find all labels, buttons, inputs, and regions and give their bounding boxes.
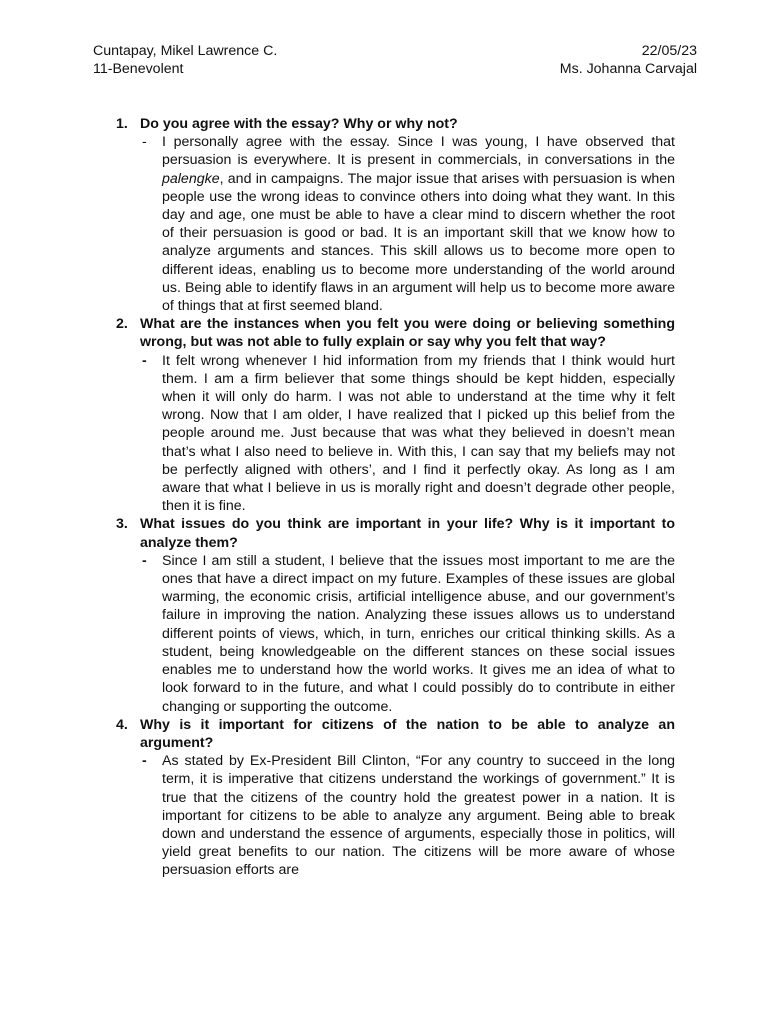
- question-text: What issues do you think are important in your life? Why is it important to analyze them?: [140, 516, 675, 551]
- answer-3: [140, 552, 675, 716]
- date: 22/05/23: [641, 43, 697, 59]
- question-4: [116, 716, 675, 752]
- answer-text: As stated by Ex-President Bill Clinton, “For any country to succeed in the long term, it is imperative that citizens understand the workings of government.” It is true that the citizens of the country hold the greatest power in a nation. It is important for citizens to be able to analyze any argument. Being able to break down and understand the essence of arguments, especially those in politics, will yield great benefits to our nation. The citizens will be more aware of whose persuasion efforts are: [162, 753, 675, 879]
- question-number: 2.: [116, 316, 128, 333]
- question-1: [116, 115, 675, 133]
- answer-text-part: , and in campaigns. The major issue that arises with persuasion is when people use the wrong ideas to convince others into doing what they want. In this day and age, one must be able to have a clear mind to discern whether the root of their persuasion is good or bad. It is an important skill that we know how to analyze arguments and stances. This skill allows us to become more open to different ideas, enabling us to become more understanding of the world around us. Being able to identify flaws in an argument will help us to become more aware of things that at first seemed bland.: [162, 170, 675, 315]
- student-name: Cuntapay, Mikel Lawrence C.: [93, 43, 278, 59]
- header-row-2: [93, 60, 697, 78]
- question-number: 1.: [116, 116, 128, 132]
- answer-italic-word: palengke: [162, 170, 220, 187]
- question-number: 3.: [116, 516, 128, 533]
- answer-bullet: -: [142, 552, 147, 569]
- question-list: [116, 115, 675, 880]
- answer-bullet: -: [142, 134, 147, 151]
- answer-bullet: -: [142, 753, 147, 770]
- answer-1: [140, 133, 675, 315]
- teacher-name: Ms. Johanna Carvajal: [559, 61, 697, 77]
- question-2: [116, 315, 675, 351]
- header-row-1: [93, 42, 697, 60]
- answer-bullet: -: [142, 352, 147, 369]
- answer-text: Since I am still a student, I believe that the issues most important to me are the ones that have a direct impact on my future. Examples of these issues are global warming, the economic crisis, artificial intelligence abuse, and our government’s failure in improving the nation. Analyzing these issues allows us to understand different points of views, which, in turn, enriches our critical thinking skills. As a student, being knowledgeable on the different stances on these social issues enables me to understand how the world works. It gives me an idea of what to look forward to in the future, and what I could possibly do to contribute in either changing or supporting the outcome.: [162, 552, 675, 715]
- question-3: [116, 515, 675, 551]
- question-number: 4.: [116, 716, 128, 733]
- answer-2: [140, 352, 675, 516]
- section-name: 11-Benevolent: [93, 61, 184, 77]
- question-text: Do you agree with the essay? Why or why not?: [140, 116, 458, 132]
- answer-text-part: I personally agree with the essay. Since I was young, I have observed that persuasion is everywhere. It is present in commercials, in conversations in the: [162, 134, 675, 169]
- answer-text: [162, 133, 675, 315]
- answer-4: [140, 752, 675, 879]
- question-text: Why is it important for citizens of the nation to be able to analyze an argument?: [140, 716, 675, 751]
- question-text: What are the instances when you felt you were doing or believing something wrong, but was not able to fully explain or say why you felt that way?: [140, 316, 675, 351]
- answer-text: It felt wrong whenever I hid information from my friends that I think would hurt them. I am a firm believer that some things should be kept hidden, especially when it will only do harm. I was not able to understand at the time why it felt wrong. Now that I am older, I have realized that I picked up this belief from the people around me. Just because that was what they believed in doesn’t mean that’s what I also need to believe in. With this, I can say that my beliefs may not be perfectly aligned with others’, and I find it perfectly okay. As long as I am aware that what I believe in us is morally right and doesn’t degrade other people, then it is fine.: [162, 352, 675, 515]
